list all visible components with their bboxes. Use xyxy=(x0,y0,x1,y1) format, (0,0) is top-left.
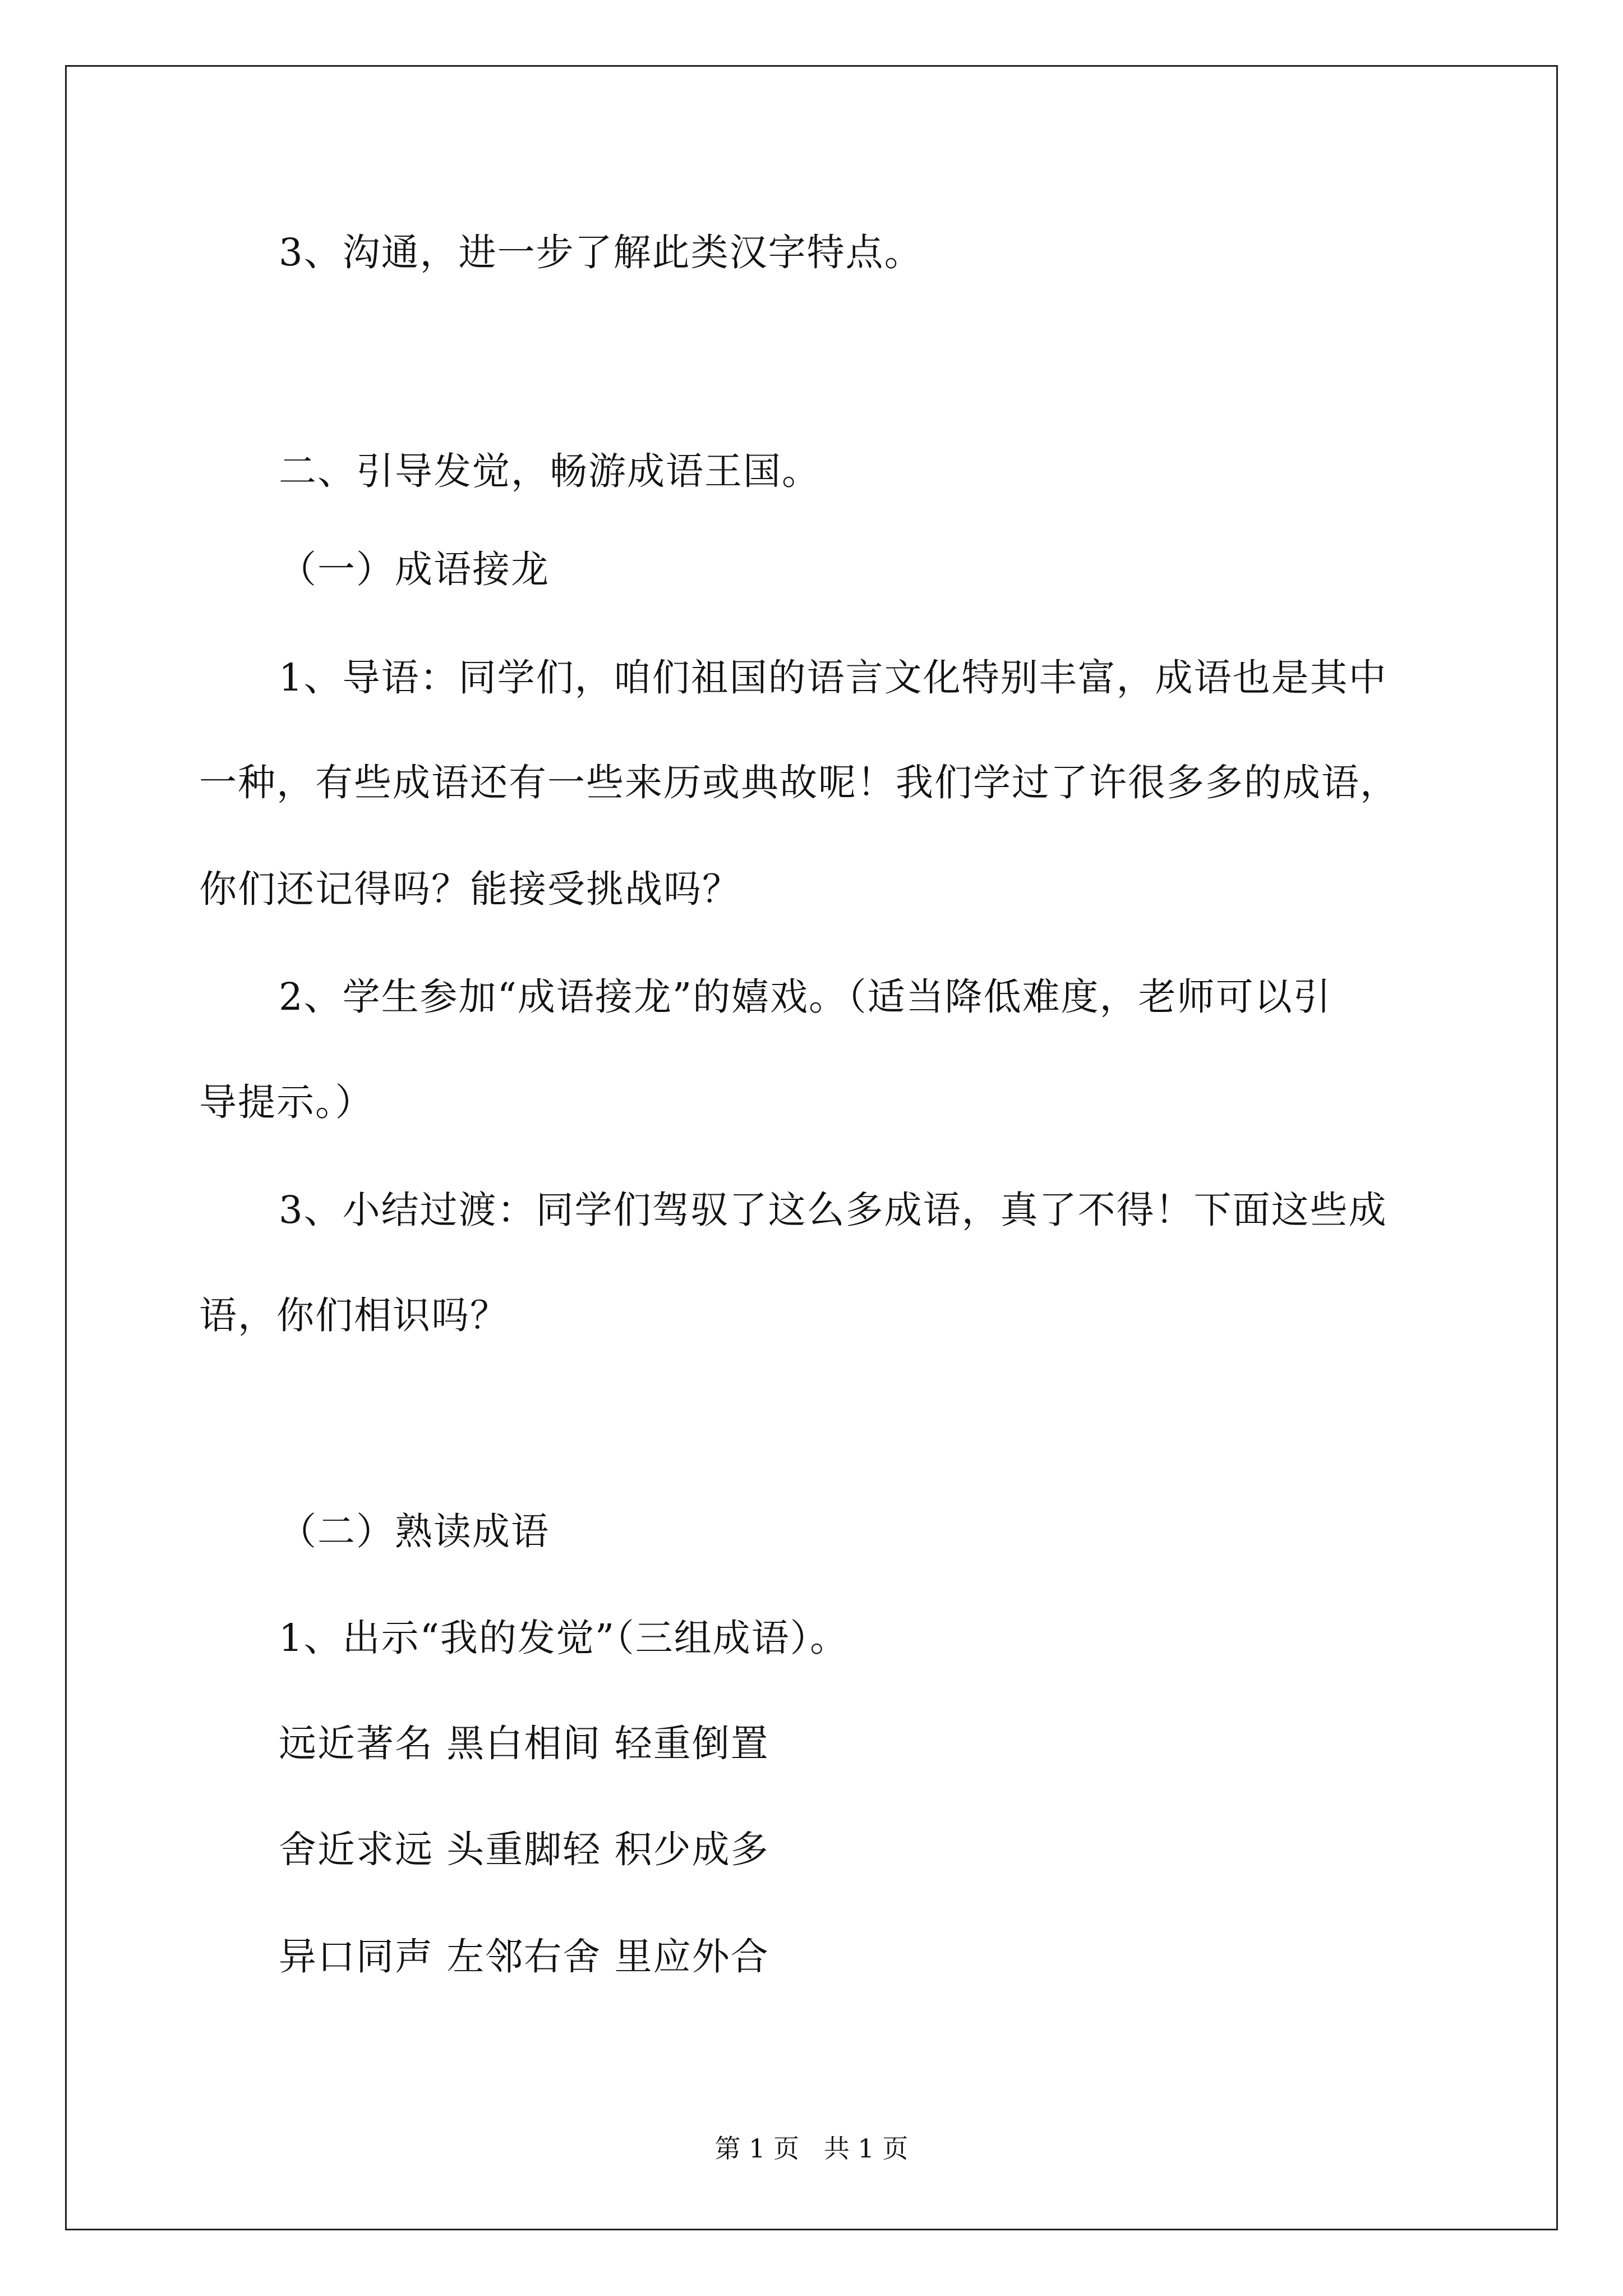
page-number-footer: 第 1 页 共 1 页 xyxy=(714,2133,909,2164)
paragraph-line: 2、学生参加“成语接龙”的嬉戏。（适当降低难度，老师可以引 xyxy=(279,975,1332,1019)
paragraph-line: 3、小结过渡：同学们驾驭了这么多成语，真了不得！下面这些成 xyxy=(279,1188,1387,1232)
page-border xyxy=(65,65,1558,2230)
paragraph-line: 3、沟通，进一步了解此类汉字特点。 xyxy=(279,231,923,274)
idiom-row: 远近著名 黑白相间 轻重倒置 xyxy=(279,1722,769,1765)
paragraph-line: 一种，有些成语还有一些来历或典故呢！我们学过了许很多多的成语， xyxy=(199,761,1399,804)
paragraph-line: 语，你们相识吗？ xyxy=(199,1294,509,1337)
section-heading: 二、引导发觉，畅游成语王国。 xyxy=(279,449,820,493)
paragraph-line: 导提示。） xyxy=(199,1080,374,1124)
paragraph-line: 1、出示“我的发觉”（三组成语）。 xyxy=(279,1616,849,1660)
idiom-row: 异口同声 左邻右舍 里应外合 xyxy=(279,1935,769,1978)
paragraph-line: 1、导语：同学们，咱们祖国的语言文化特别丰富，成语也是其中 xyxy=(279,656,1387,700)
subsection-heading: （二）熟读成语 xyxy=(279,1510,550,1553)
subsection-heading: （一）成语接龙 xyxy=(279,547,550,591)
idiom-row: 舍近求远 头重脚轻 积少成多 xyxy=(279,1828,769,1871)
paragraph-line: 你们还记得吗？能接受挑战吗？ xyxy=(199,867,741,911)
